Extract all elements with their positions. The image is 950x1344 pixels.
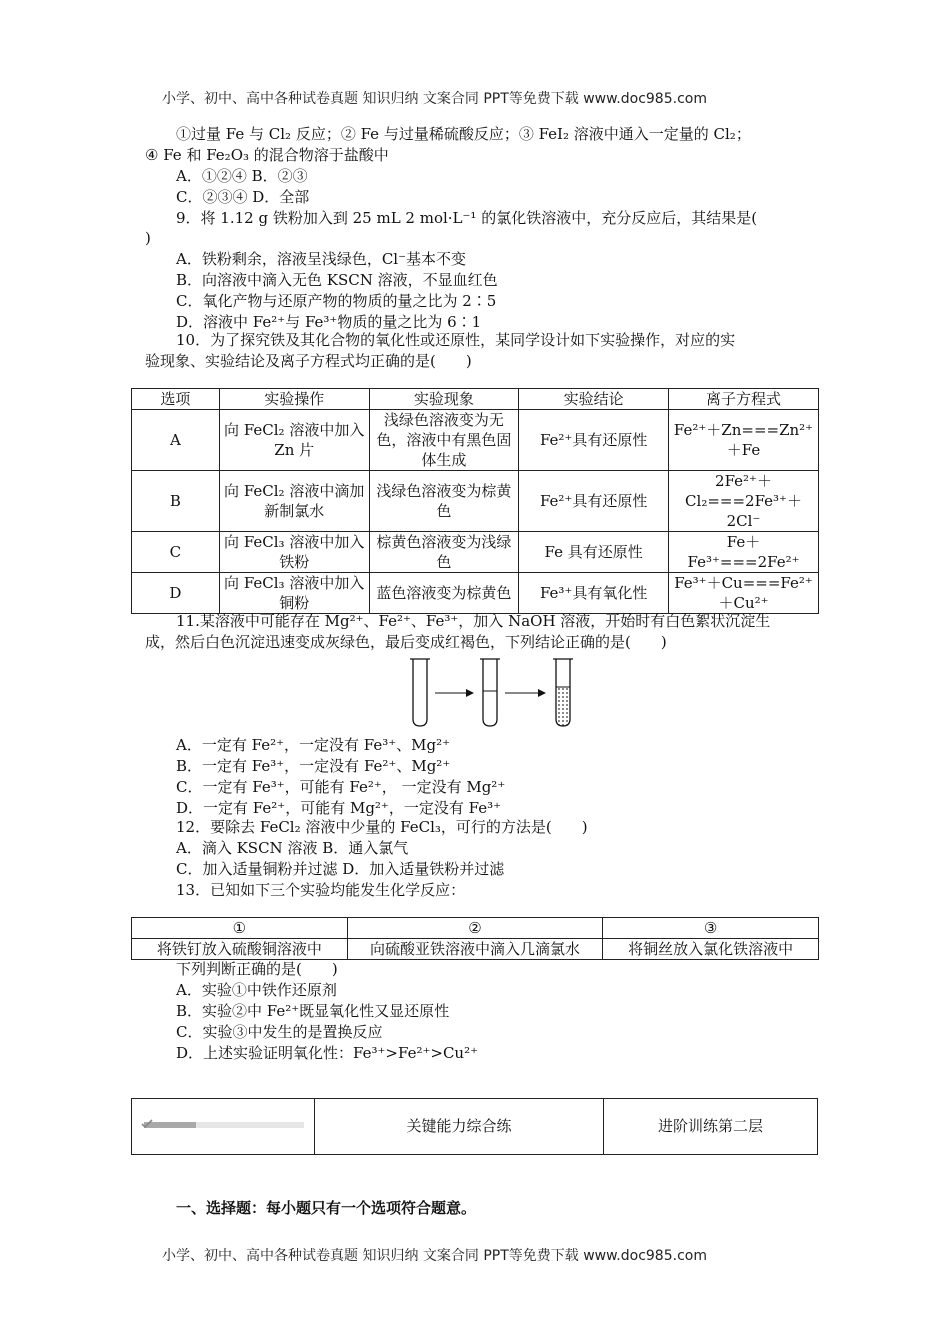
q8-options-cd: C．②③④ D．全部 <box>176 188 310 206</box>
row-b-equation: 2Fe²⁺＋Cl₂===2Fe³⁺＋2Cl⁻ <box>669 471 819 532</box>
row-a-phenomenon: 浅绿色溶液变为无色，溶液中有黑色固体生成 <box>369 410 519 471</box>
row-d-label: D <box>132 573 220 614</box>
q12-options-cd: C．加入适量铜粉并过滤 D．加入适量铁粉并过滤 <box>176 860 505 878</box>
row-a-label: A <box>132 410 220 471</box>
q11-option-a: A．一定有 Fe²⁺，一定没有 Fe³⁺、Mg²⁺ <box>176 736 451 754</box>
exp-2-cell: 向硫酸亚铁溶液中滴入几滴氯水 <box>347 939 603 960</box>
q9-stem-end: ) <box>145 229 151 247</box>
q9-stem: 9．将 1.12 g 铁粉加入到 25 mL 2 mol·L⁻¹ 的氯化铁溶液中，充分反应后，其结果是( <box>176 209 758 227</box>
row-b-conclusion: Fe²⁺具有还原性 <box>519 471 669 532</box>
row-a-conclusion: Fe²⁺具有还原性 <box>519 410 669 471</box>
section-heading: 一、选择题：每小题只有一个选项符合题意。 <box>176 1199 477 1217</box>
banner-title: 关键能力综合练 <box>315 1099 604 1154</box>
q9-option-c: C．氧化产物与还原产物的物质的量之比为 2∶5 <box>176 292 497 310</box>
header-equation: 离子方程式 <box>669 389 819 410</box>
header-exp-1: ① <box>132 918 348 939</box>
q13-option-d: D．上述实验证明氧化性：Fe³⁺>Fe²⁺>Cu²⁺ <box>176 1044 479 1062</box>
row-a-operation: 向 FeCl₂ 溶液中加入 Zn 片 <box>219 410 369 471</box>
q13-option-a: A．实验①中铁作还原剂 <box>176 981 337 999</box>
header-conclusion: 实验结论 <box>519 389 669 410</box>
table-row <box>132 573 819 614</box>
banner-level: 进阶训练第二层 <box>657 1117 763 1135</box>
test-tube-2 <box>480 659 500 726</box>
q11-option-b: B．一定有 Fe³⁺，一定没有 Fe²⁺、Mg²⁺ <box>176 757 451 775</box>
q8-line2: ④ Fe 和 Fe₂O₃ 的混合物溶于盐酸中 <box>145 146 389 164</box>
table-row <box>132 939 819 960</box>
row-b-operation: 向 FeCl₂ 溶液中滴加新制氯水 <box>219 471 369 532</box>
header-operation: 实验操作 <box>219 389 369 410</box>
header-option: 选项 <box>132 389 220 410</box>
exp-1-cell: 将铁钉放入硫酸铜溶液中 <box>132 939 348 960</box>
q9-option-b: B．向溶液中滴入无色 KSCN 溶液，不显血红色 <box>176 271 498 289</box>
q8-line1: ①过量 Fe 与 Cl₂ 反应；② Fe 与过量稀硫酸反应；③ FeI₂ 溶液中通入一定量的 Cl₂； <box>176 125 751 143</box>
header-phenomenon: 实验现象 <box>369 389 519 410</box>
q13-option-c: C．实验③中发生的是置换反应 <box>176 1023 383 1041</box>
row-d-equation: Fe³⁺＋Cu===Fe²⁺＋Cu²⁺ <box>669 573 819 614</box>
exp-3-cell: 将铜丝放入氯化铁溶液中 <box>603 939 819 960</box>
q13-option-b: B．实验②中 Fe²⁺既显氧化性又显还原性 <box>176 1002 450 1020</box>
row-d-conclusion: Fe³⁺具有氧化性 <box>519 573 669 614</box>
table-row <box>132 410 819 471</box>
check-icon <box>141 1118 153 1130</box>
q12-options-ab: A．滴入 KSCN 溶液 B．通入氯气 <box>176 839 409 857</box>
row-c-operation: 向 FeCl₃ 溶液中加入铁粉 <box>219 532 369 573</box>
q9-option-a: A．铁粉剩余，溶液呈浅绿色，Cl⁻基本不变 <box>176 250 467 268</box>
test-tube-3-precipitate <box>553 659 573 726</box>
header-exp-3: ③ <box>603 918 819 939</box>
q10-table <box>131 388 819 614</box>
q13-stem: 13．已知如下三个实验均能发生化学反应： <box>176 881 466 899</box>
q8-options-ab: A．①②④ B．②③ <box>176 167 308 185</box>
q11-option-c: C．一定有 Fe³⁺，可能有 Fe²⁺， 一定没有 Mg²⁺ <box>176 778 506 796</box>
header-exp-2: ② <box>347 918 603 939</box>
row-c-label: C <box>132 532 220 573</box>
q9-option-d: D．溶液中 Fe²⁺与 Fe³⁺物质的量之比为 6∶1 <box>176 313 482 331</box>
q11-stem-2: 成，然后白色沉淀迅速变成灰绿色，最后变成红褐色，下列结论正确的是( ) <box>145 633 667 651</box>
q11-option-d: D．一定有 Fe²⁺，可能有 Mg²⁺，一定没有 Fe³⁺ <box>176 799 502 817</box>
row-c-phenomenon: 棕黄色溶液变为浅绿色 <box>369 532 519 573</box>
q13-judge: 下列判断正确的是( ) <box>176 960 338 978</box>
q11-stem: 11.某溶液中可能存在 Mg²⁺、Fe²⁺、Fe³⁺，加入 NaOH 溶液，开始时有白色絮状沉淀生 <box>176 612 771 630</box>
q13-table <box>131 917 819 960</box>
test-tube-figure <box>405 655 585 730</box>
page-header: 小学、初中、高中各种试卷真题 知识归纳 文案合同 PPT等免费下载 www.doc985.com <box>162 91 707 107</box>
row-b-label: B <box>132 471 220 532</box>
banner-progress-cell <box>132 1099 315 1154</box>
section-banner <box>131 1098 818 1155</box>
test-tube-1 <box>410 659 430 726</box>
row-c-conclusion: Fe 具有还原性 <box>519 532 669 573</box>
row-b-phenomenon: 浅绿色溶液变为棕黄色 <box>369 471 519 532</box>
table-row <box>132 532 819 573</box>
table-row <box>132 471 819 532</box>
q10-stem-2: 验现象、实验结论及离子方程式均正确的是( ) <box>145 352 472 370</box>
table-header-row <box>132 389 819 410</box>
row-a-equation: Fe²⁺＋Zn===Zn²⁺＋Fe <box>669 410 819 471</box>
row-c-equation: Fe＋Fe³⁺===2Fe²⁺ <box>669 532 819 573</box>
q12-stem: 12．要除去 FeCl₂ 溶液中少量的 FeCl₃，可行的方法是( ) <box>176 818 588 836</box>
table-header-row <box>132 918 819 939</box>
row-d-operation: 向 FeCl₃ 溶液中加入铜粉 <box>219 573 369 614</box>
page-footer: 小学、初中、高中各种试卷真题 知识归纳 文案合同 PPT等免费下载 www.doc985.com <box>162 1248 707 1264</box>
row-d-phenomenon: 蓝色溶液变为棕黄色 <box>369 573 519 614</box>
q10-stem: 10．为了探究铁及其化合物的氧化性或还原性，某同学设计如下实验操作，对应的实 <box>176 331 736 349</box>
